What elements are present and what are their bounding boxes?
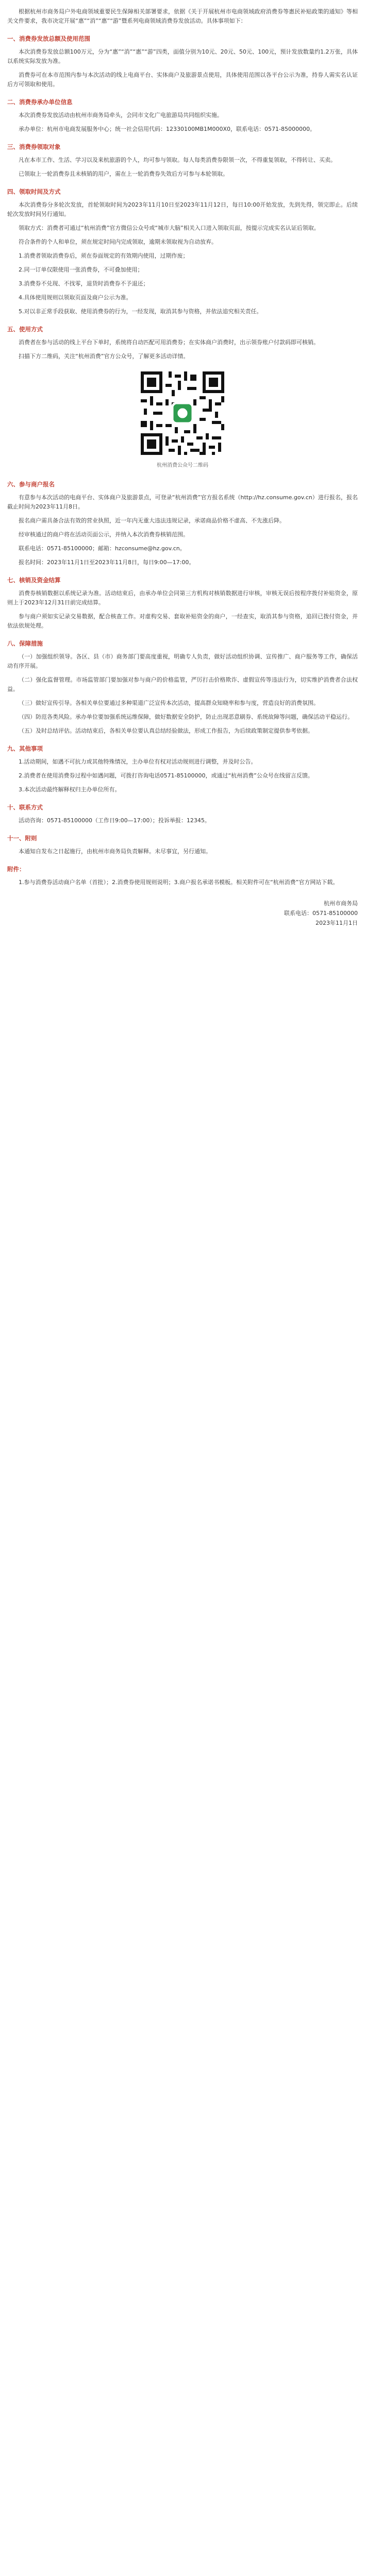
section-paragraph: 经审核通过的商户将在活动页面公示，并纳入本次消费券核销范围。 — [19, 531, 189, 538]
section-8 — [7, 639, 358, 736]
section-heading: 一、消费券发放总额及使用范围 — [7, 35, 90, 42]
section-paragraph: 本次消费券分多轮次发放，首轮领取时间为2023年11月10日至2023年11月12日，每日10:00开始发放，先到先得，领完即止。后续轮次发放时间另行通知。 — [7, 201, 358, 217]
signature-block — [7, 899, 358, 928]
qr-caption: 杭州消费公众号二维码 — [157, 463, 208, 468]
section-paragraph: 报名商户需具备合法有效的营业执照，近一年内无重大违法违规记录，承诺商品价格不虚高、不先涨后降。 — [19, 517, 285, 524]
signature-org: 杭州市商务局 — [324, 900, 358, 907]
section-paragraph: 有意参与本次活动的电商平台、实体商户及旅游景点，可登录“杭州消费”官方报名系统（http://hz.consume.gov.cn）进行报名，报名截止时间为2023年11月8日。 — [7, 494, 358, 510]
section-6 — [7, 480, 358, 567]
section-heading: 七、核销及资金结算 — [7, 577, 61, 584]
section-paragraph: （三）做好宣传引导。各相关单位要通过多种渠道广泛宣传本次活动，提高群众知晓率和参与度，营造良好的消费氛围。 — [19, 700, 319, 706]
section-5 — [7, 325, 358, 361]
attachment-block — [7, 865, 358, 887]
section-paragraph: 本次消费券发放总额100万元，分为“惠”“消”“惠”“游”四类，面值分别为10元、20元、50元、100元，预计发放数量约1.2万张，具体以系统实际发放为准。 — [7, 48, 358, 64]
section-paragraph: 本通知自发布之日起施行，由杭州市商务局负责解释。未尽事宜，另行通知。 — [19, 848, 211, 855]
section-heading: 九、其他事项 — [7, 745, 43, 752]
section-paragraph: 消费券可在本市范围内参与本次活动的线上电商平台、实体商户及旅游景点使用，具体使用范围以各平台公示为准，持券人需实名认证后方可领取和使用。 — [7, 72, 358, 88]
document-page — [0, 0, 365, 928]
section-paragraph: 已领取上一轮消费券且未核销的用户，需在上一轮消费券失效后方可参与本轮领取。 — [19, 171, 228, 177]
section-heading: 十一、附则 — [7, 835, 37, 842]
section-10 — [7, 803, 358, 825]
section-paragraph: 凡在本市工作、生活、学习以及来杭旅游的个人，均可参与领取。每人每类消费券限领一次，不得重复领取，不得转让、买卖。 — [19, 157, 336, 163]
rule-item: 2.同一订单仅限使用一张消费券，不可叠加使用； — [19, 266, 143, 273]
section-paragraph: 领取方式：消费者可通过“杭州消费”官方微信公众号或“城市大脑”相关入口进入领取页面，按提示完成实名认证后领取。 — [19, 225, 320, 231]
section-7 — [7, 575, 358, 631]
rule-item: 5.对以非正常手段获取、使用消费券的行为，一经发现，取消其参与资格，并依法追究相关责任。 — [19, 308, 262, 315]
attachment-label: 附件： — [7, 866, 25, 873]
qr-code-image[interactable] — [138, 368, 227, 458]
section-paragraph: 联系电话：0571-85100000；邮箱：hzconsume@hz.gov.cn。 — [19, 545, 186, 552]
section-paragraph: （二）强化监督管理。市场监管部门要加强对参与商户的价格监管，严厉打击价格欺诈、虚假宣传等违法行为，切实维护消费者合法权益。 — [7, 676, 358, 692]
section-11 — [7, 834, 358, 856]
attachment-text: 1.参与消费券活动商户名单（首批）；2.消费券使用规则说明；3.商户报名承诺书模板。相关附件可在“杭州消费”官方网站下载。 — [19, 879, 339, 886]
rule-item: 1.消费者领取消费券后，须在券面规定的有效期内使用，过期作废； — [19, 252, 189, 259]
section-heading: 四、领取时间及方式 — [7, 188, 61, 195]
section-paragraph: 本次消费券发放活动由杭州市商务局牵头，会同市文化广电旅游局共同组织实施。 — [19, 112, 223, 118]
section-paragraph: 符合条件的个人和单位，须在规定时间内完成领取，逾期未领取视为自动放弃。 — [19, 239, 217, 245]
rule-item: 4.具体使用规则以领取页面及商户公示为准。 — [19, 294, 132, 301]
section-paragraph: 参与商户须如实记录交易数据，配合核查工作。对虚构交易、套取补贴资金的商户，一经查实，取消其参与资格，追回已拨付资金，并依法依规处理。 — [7, 613, 358, 629]
section-paragraph: （一）加强组织领导。各区、县（市）商务部门要高度重视，明确专人负责，做好活动组织协调、宣传推广、商户服务等工作，确保活动有序开展。 — [7, 653, 358, 669]
section-2 — [7, 97, 358, 134]
section-paragraph: （四）防范各类风险。承办单位要加强系统运维保障，做好数据安全防护，防止出现恶意刷券、系统故障等问题，确保活动平稳运行。 — [19, 714, 353, 720]
section-3 — [7, 142, 358, 179]
section-paragraph: 扫描下方二维码，关注“杭州消费”官方公众号，了解更多活动详情。 — [19, 353, 189, 360]
signature-contact: 联系电话：0571-85100000 — [284, 910, 358, 917]
qr-code-block — [7, 368, 358, 470]
section-heading: 十、联系方式 — [7, 804, 43, 811]
section-paragraph: 消费券核销数据以系统记录为准。活动结束后，由承办单位会同第三方机构对核销数据进行审核，审核无误后按程序拨付补贴资金，原则上于2023年12月31日前完成结算。 — [7, 590, 358, 606]
section-heading: 六、参与商户报名 — [7, 481, 55, 488]
section-paragraph: 报名时间：2023年11月1日至2023年11月8日，每日9:00—17:00。 — [19, 559, 195, 566]
section-1 — [7, 34, 358, 89]
rule-item: 3.消费券不兑现、不找零，退货时消费券不予退还； — [19, 280, 149, 287]
section-heading: 三、消费券领取对象 — [7, 143, 61, 150]
section-paragraph: 活动咨询：0571-85100000（工作日9:00—17:00）；投诉举报：12345。 — [19, 817, 210, 824]
section-paragraph: 消费者在参与活动的线上平台下单时，系统将自动匹配可用消费券；在实体商户消费时，出示领券账户付款码即可核销。 — [19, 339, 319, 346]
section-paragraph: 2.消费者在使用消费券过程中如遇问题，可拨打咨询电话0571-85100000，或通过“杭州消费”公众号在线留言反馈。 — [19, 772, 313, 779]
section-heading: 五、使用方式 — [7, 326, 43, 333]
section-4 — [7, 187, 358, 316]
section-9 — [7, 744, 358, 794]
signature-date: 2023年11月1日 — [316, 920, 358, 926]
intro-paragraph: 根据杭州市商务局户外电商领域重要民生保障相关部署要求，依据《关于开展杭州市电商领域政府消费券等惠民补贴政策的通知》等相关文件要求，我市决定开展“惠”“消”“惠”“游”暨系列电商领域消费券发放活动。具体事项如下： — [7, 8, 358, 24]
section-paragraph: （五）及时总结评估。活动结束后，各相关单位要认真总结经验做法，形成工作报告，为后续政策制定提供参考依据。 — [19, 727, 313, 734]
section-paragraph: 承办单位：杭州市电商发展服务中心；统一社会信用代码：12330100MB1M000X0，联系电话：0571-85000000。 — [19, 126, 316, 132]
section-paragraph: 1.活动期间，如遇不可抗力或其他特殊情况，主办单位有权对活动规则进行调整，并及时公告。 — [19, 758, 257, 765]
section-heading: 八、保障措施 — [7, 640, 43, 647]
section-paragraph: 3.本次活动最终解释权归主办单位所有。 — [19, 786, 121, 793]
section-heading: 二、消费券承办单位信息 — [7, 98, 73, 106]
